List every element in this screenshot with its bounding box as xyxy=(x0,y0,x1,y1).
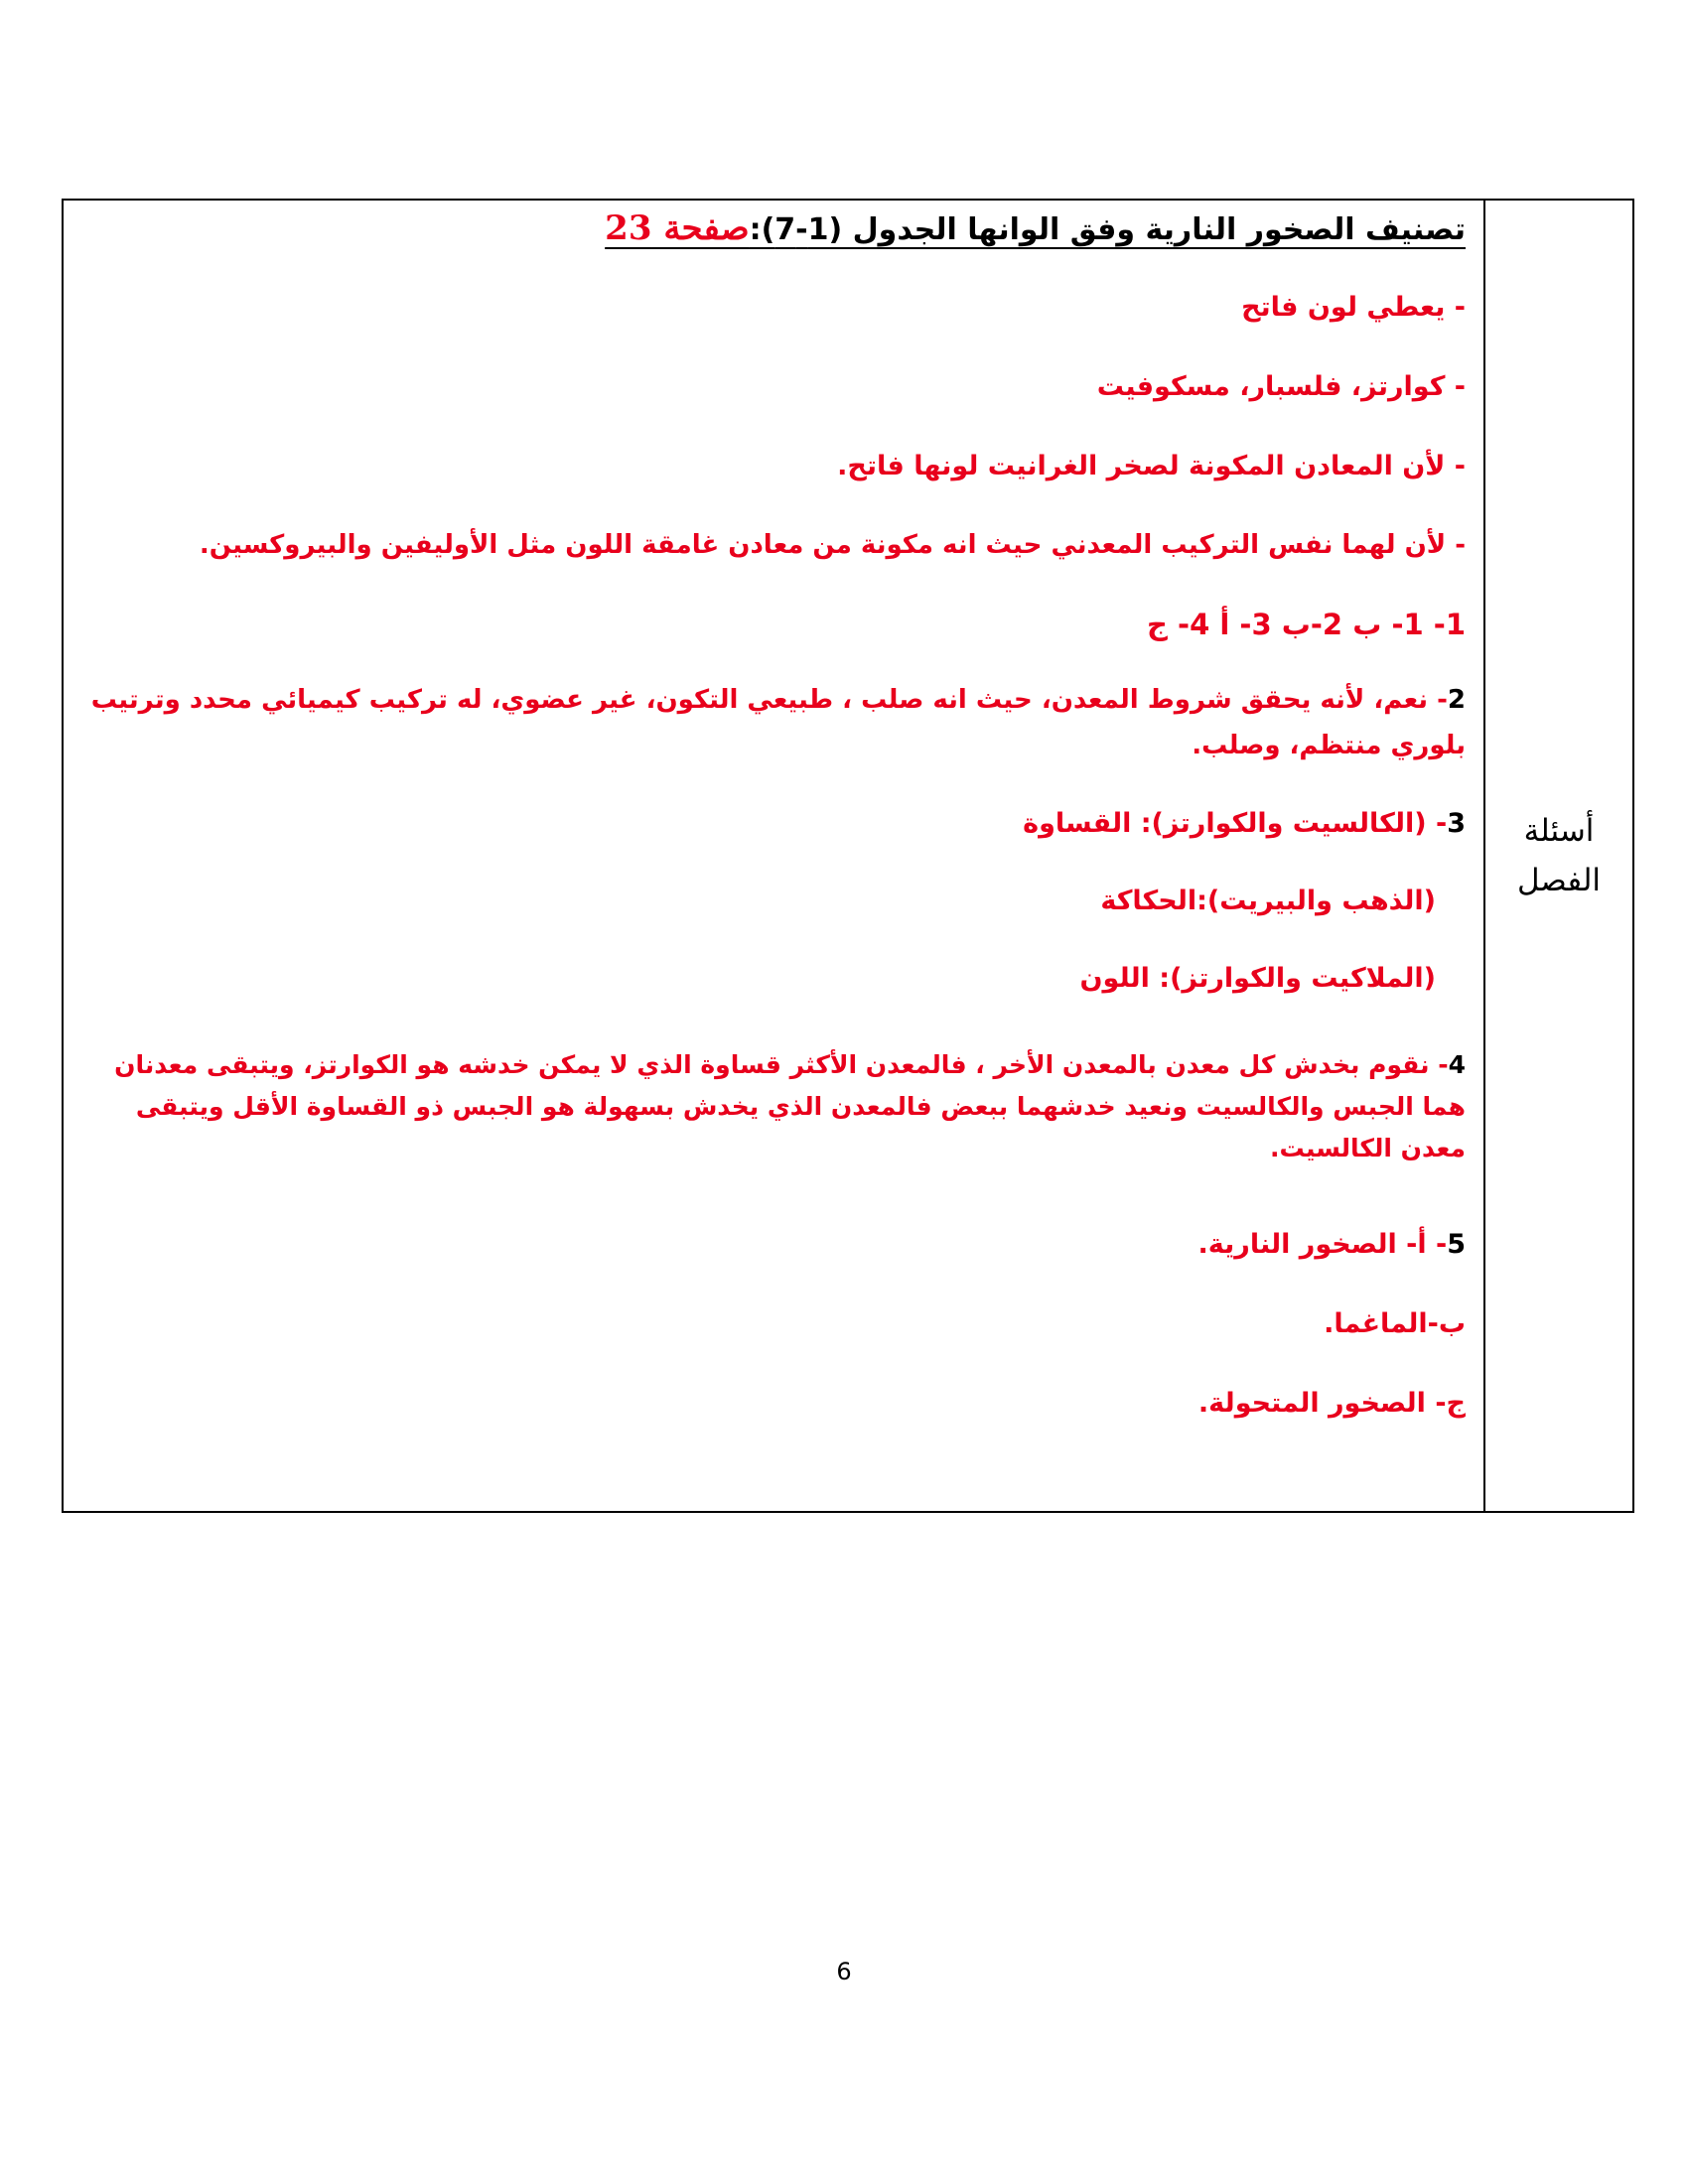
section-title xyxy=(605,208,1466,248)
question-2-text: - نعم، لأنه يحقق شروط المعدن، حيث انه صلب ، طبيعي التكون، غير عضوي، له تركيب كيميائي محدد وترتيب بلوري منتظم، وصلب. xyxy=(90,685,1466,760)
question-2-number: 2 xyxy=(1447,685,1466,715)
question-3-answer-c: (الملاكيت والكوارتز): اللون xyxy=(1079,963,1436,994)
question-5-text-a: - أ- الصخور النارية. xyxy=(1197,1229,1448,1260)
question-5-answer-a xyxy=(1198,1229,1466,1260)
question-1-answers: 1- 1- ب 2-ب 3- أ 4- ج xyxy=(1147,608,1466,641)
question-5-number: 5 xyxy=(1447,1229,1466,1260)
question-2-answer xyxy=(81,677,1466,768)
question-3-answer-a xyxy=(1023,808,1466,839)
question-4-text: - نقوم بخدش كل معدن بالمعدن الأخر ، فالمعدن الأكثر قساوة الذي لا يمكن خدشه هو الكوارتز، ويتبقى معدنان هما الجبس والكالسيت ونعيد خدشهما ببعض فالمعدن الذي يخدش بسهولة هو الجبس ذو القساوة الأقل ويتبقى معدن الكالسيت. xyxy=(114,1050,1466,1162)
answer-line-2: - كوارتز، فلسبار، مسكوفيت xyxy=(1096,371,1466,402)
answer-line-4: - لأن لهما نفس التركيب المعدني حيث انه مكونة من معادن غامقة اللون مثل الأوليفين والبيروكسين. xyxy=(199,530,1466,560)
question-5-answer-c: ج- الصخور المتحولة. xyxy=(1197,1388,1466,1419)
title-page-ref: صفحة 23 xyxy=(605,208,750,248)
question-3-text-a: - (الكالسيت والكوارتز): القساوة xyxy=(1023,808,1448,839)
answers-cell xyxy=(64,201,1483,1511)
question-4-number: 4 xyxy=(1448,1050,1466,1079)
answer-line-1: - يعطي لون فاتح xyxy=(1241,292,1466,323)
title-main: تصنيف الصخور النارية وفق الوانها الجدول (1-7): xyxy=(749,212,1466,247)
answer-line-3: - لأن المعادن المكونة لصخر الغرانيت لونها فاتح. xyxy=(837,451,1466,481)
page-number: 6 xyxy=(836,1958,852,1985)
section-label-cell xyxy=(1483,201,1632,1511)
section-label-line1: أسئلة xyxy=(1523,813,1595,849)
question-4-answer xyxy=(81,1044,1466,1169)
question-3-number: 3 xyxy=(1447,808,1466,839)
question-5-answer-b: ب-الماغما. xyxy=(1324,1308,1466,1339)
section-label-line2: الفصل xyxy=(1516,863,1602,898)
answers-table xyxy=(62,199,1634,1513)
question-3-answer-b: (الذهب والبيريت):الحكاكة xyxy=(1100,886,1436,916)
